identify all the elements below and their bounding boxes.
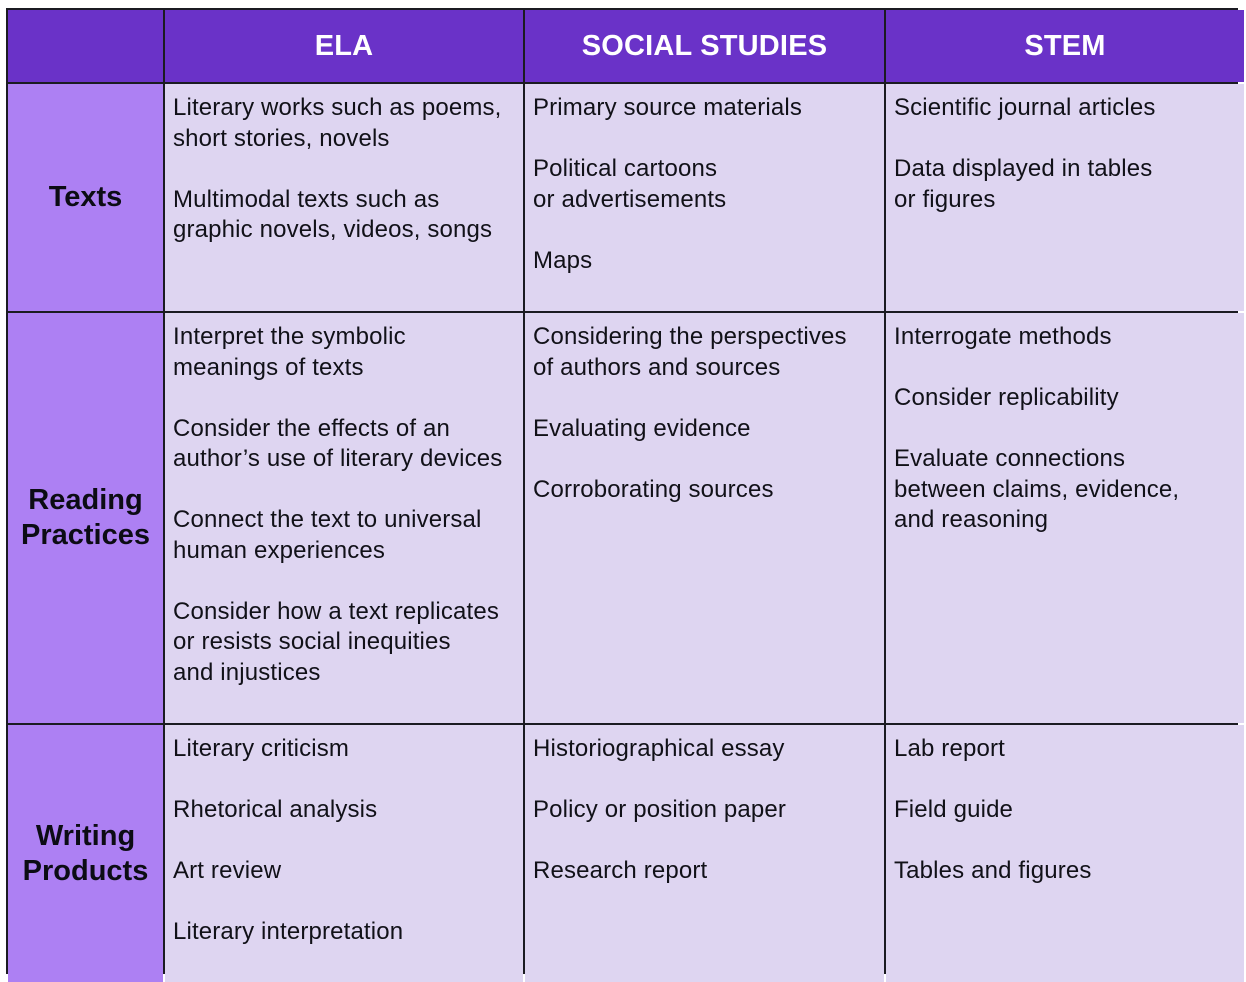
column-header-social-studies: SOCIAL STUDIES — [525, 10, 884, 82]
cell-texts-social-studies — [525, 84, 884, 311]
column-header-stem: STEM — [886, 10, 1244, 82]
list-item: Consider the effects of an author’s use of literary devices — [173, 414, 503, 472]
cell-writing-products-social-studies — [525, 725, 884, 982]
list-item: Policy or position paper — [533, 796, 787, 823]
cell-writing-products-stem — [886, 725, 1244, 982]
comparison-table — [6, 8, 1238, 974]
row-header-writing-products: Writing Products — [8, 725, 163, 982]
list-item: Data displayed in tables or figures — [894, 155, 1153, 213]
list-item: Maps — [533, 246, 593, 274]
row-header-texts: Texts — [8, 84, 163, 311]
list-item: Literary interpretation — [173, 918, 404, 945]
list-item: Consider how a text replicates or resists social inequities and injustices — [173, 597, 499, 686]
list-item: Research report — [533, 857, 708, 884]
list-item: Historiographical essay — [533, 735, 785, 762]
list-item: Literary criticism — [173, 735, 350, 762]
list-item: Tables and figures — [894, 857, 1092, 884]
list-item: Lab report — [894, 735, 1005, 762]
list-item: Literary works such as poems, short stories, novels — [173, 94, 502, 152]
cell-texts-ela — [165, 84, 523, 311]
header-corner-cell — [8, 10, 163, 82]
list-item: Multimodal texts such as graphic novels, videos, songs — [173, 185, 493, 243]
list-item: Political cartoons or advertisements — [533, 155, 727, 213]
list-item: Connect the text to universal human experiences — [173, 506, 482, 564]
list-item: Evaluate connections between claims, evidence, and reasoning — [894, 445, 1180, 533]
cell-reading-practices-stem — [886, 313, 1244, 723]
cell-texts-stem — [886, 84, 1244, 311]
cell-reading-practices-social-studies — [525, 313, 884, 723]
list-item: Interpret the symbolic meanings of texts — [173, 323, 406, 381]
list-item: Primary source materials — [533, 94, 802, 121]
list-item: Consider replicability — [894, 384, 1119, 411]
list-item: Considering the perspectives of authors and sources — [533, 323, 847, 381]
list-item: Art review — [173, 857, 282, 884]
column-header-ela: ELA — [165, 10, 523, 82]
list-item: Field guide — [894, 796, 1014, 823]
list-item: Evaluating evidence — [533, 414, 751, 442]
cell-reading-practices-ela — [165, 313, 523, 723]
list-item: Rhetorical analysis — [173, 796, 378, 823]
list-item: Scientific journal articles — [894, 94, 1156, 121]
row-header-reading-practices: Reading Practices — [8, 313, 163, 723]
list-item: Interrogate methods — [894, 323, 1112, 350]
list-item: Corroborating sources — [533, 475, 774, 503]
cell-writing-products-ela — [165, 725, 523, 982]
